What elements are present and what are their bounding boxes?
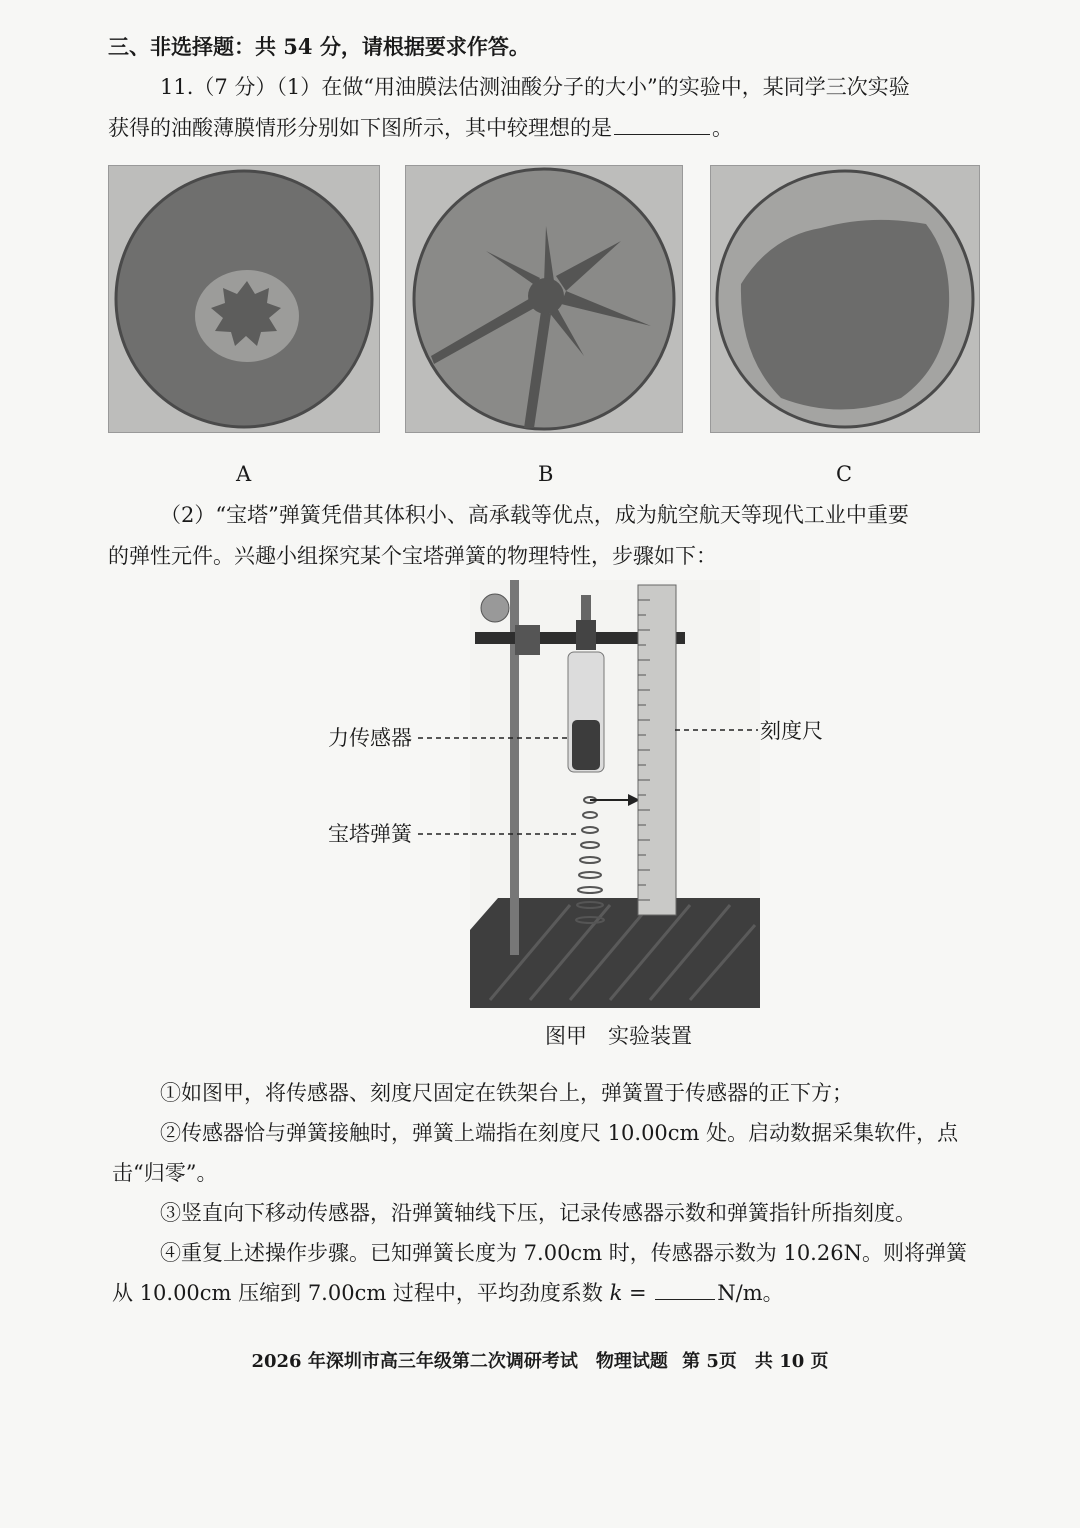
q11-part2-line2: 的弹性元件。兴趣小组探究某个宝塔弹簧的物理特性，步骤如下： (108, 544, 717, 568)
step-2-line1: ②传感器恰与弹簧接触时，弹簧上端指在刻度尺 10.00cm 处。启动数据采集软件，点 (160, 1121, 959, 1145)
equals-sign: = (622, 1281, 654, 1305)
section-heading: 三、非选择题：共 54 分，请根据要求作答。 (108, 34, 530, 59)
q11-line2-text: 获得的油酸薄膜情形分别如下图所示，其中较理想的是 (108, 116, 612, 140)
step-4-line2 (112, 1278, 784, 1308)
label-force-sensor: 力传感器 (328, 726, 412, 750)
footer-exam-title: 2026 年深圳市高三年级第二次调研考试 物理试题 (251, 1351, 668, 1372)
step-2-line2: 击“归零”。 (112, 1161, 218, 1185)
step-4-text: 从 10.00cm 压缩到 7.00cm 过程中，平均劲度系数 (112, 1281, 610, 1305)
footer-page-number: 第 5页 共 10 页 (682, 1351, 829, 1372)
page-footer (0, 1347, 1080, 1373)
answer-blank-k (655, 1279, 715, 1300)
figure-label-c: C (836, 462, 853, 486)
label-ruler: 刻度尺 (760, 719, 823, 743)
step-4-line1: ④重复上述操作步骤。已知弹簧长度为 7.00cm 时，传感器示数为 10.26N。则将弹簧 (160, 1241, 967, 1265)
step-1: ①如图甲，将传感器、刻度尺固定在铁架台上，弹簧置于传感器的正下方； (160, 1081, 853, 1105)
figure-label-b: B (538, 462, 554, 486)
unit-text: N/m。 (717, 1281, 784, 1305)
step-3: ③竖直向下移动传感器，沿弹簧轴线下压，记录传感器示数和弹簧指针所指刻度。 (160, 1201, 916, 1225)
k-symbol: k (609, 1281, 623, 1305)
figure-label-a: A (236, 462, 252, 486)
q11-line1: 11.（7 分）（1）在做“用油膜法估测油酸分子的大小”的实验中，某同学三次实验 (160, 75, 910, 99)
q11-line2-end: 。 (712, 116, 733, 140)
q11-part2-line1: （2）“宝塔”弹簧凭借其体积小、高承载等优点，成为航空航天等现代工业中重要 (160, 503, 909, 527)
label-pagoda-spring: 宝塔弹簧 (328, 822, 412, 846)
apparatus-caption: 图甲 实验装置 (545, 1024, 692, 1048)
